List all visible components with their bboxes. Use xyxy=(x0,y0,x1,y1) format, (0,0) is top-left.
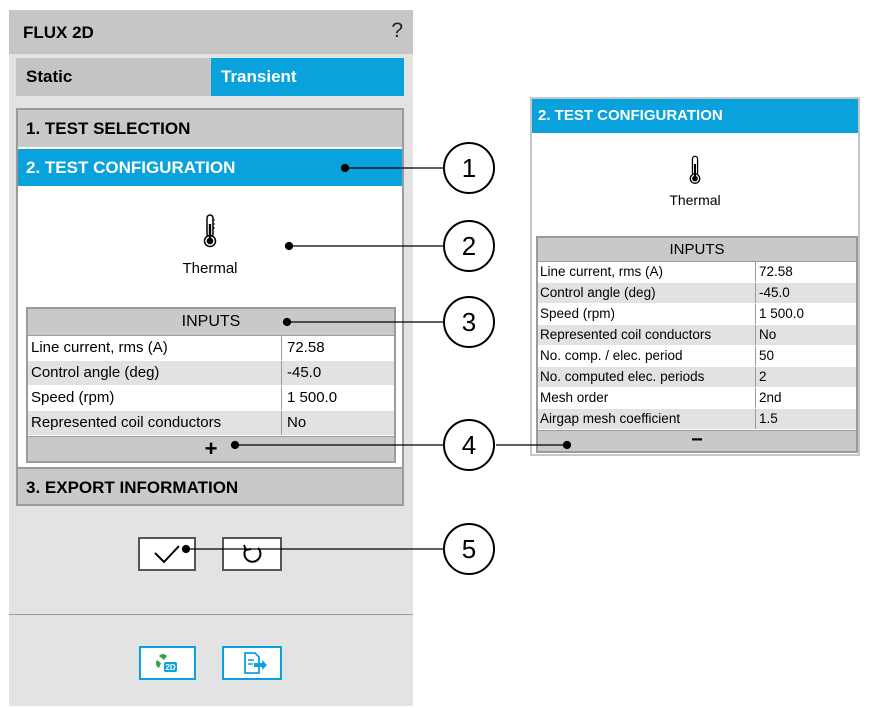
input-value[interactable]: 72.58 xyxy=(287,339,325,356)
input-value[interactable]: -45.0 xyxy=(759,285,790,300)
test-type-label: Thermal xyxy=(669,192,721,208)
input-value[interactable]: No xyxy=(759,327,777,342)
help-icon[interactable]: ? xyxy=(391,19,403,42)
input-label: Represented coil conductors xyxy=(28,411,282,435)
input-value[interactable]: 2nd xyxy=(759,390,782,405)
step-test-selection[interactable]: 1. TEST SELECTION xyxy=(18,110,402,147)
step-test-configuration[interactable]: 2. TEST CONFIGURATION xyxy=(18,149,402,186)
panel-title: FLUX 2D xyxy=(23,23,94,42)
callout-dot-4b xyxy=(564,442,571,449)
callout-4: 4 xyxy=(443,419,495,471)
callout-2: 2 xyxy=(443,220,495,272)
callout-5: 5 xyxy=(443,523,495,575)
input-label: Control angle (deg) xyxy=(28,361,282,385)
input-label: Speed (rpm) xyxy=(28,386,282,410)
tab-transient[interactable]: Transient xyxy=(211,58,404,96)
input-value[interactable]: -45.0 xyxy=(287,364,322,381)
input-label: Represented coil conductors xyxy=(538,325,756,345)
input-label: No. computed elec. periods xyxy=(538,367,756,387)
input-value[interactable]: 2 xyxy=(759,369,767,384)
input-value[interactable]: 72.58 xyxy=(759,264,793,279)
callout-1: 1 xyxy=(443,142,495,194)
tab-static[interactable]: Static xyxy=(16,58,211,96)
input-value[interactable]: 1 500.0 xyxy=(287,389,338,406)
input-label: Speed (rpm) xyxy=(538,304,756,324)
input-label: No. comp. / elec. period xyxy=(538,346,756,366)
callout-dot-1 xyxy=(342,165,349,172)
callout-3: 3 xyxy=(443,296,495,348)
callout-dot-5 xyxy=(183,546,190,553)
input-value[interactable]: 1.5 xyxy=(759,411,778,426)
input-value[interactable]: 1 500.0 xyxy=(759,306,805,321)
expanded-step-header[interactable]: 2. TEST CONFIGURATION xyxy=(532,99,858,133)
test-type-label: Thermal xyxy=(182,260,238,277)
input-label: Control angle (deg) xyxy=(538,283,756,303)
collapse-inputs-button[interactable]: − xyxy=(538,430,856,451)
input-value[interactable]: No xyxy=(287,414,307,431)
callout-dot-4a xyxy=(232,442,239,449)
input-label: Line current, rms (A) xyxy=(538,262,756,282)
inputs-header: INPUTS xyxy=(538,238,856,262)
input-label: Mesh order xyxy=(538,388,756,408)
input-label: Airgap mesh coefficient xyxy=(538,409,756,429)
input-value[interactable]: 50 xyxy=(759,348,775,363)
inputs-header: INPUTS xyxy=(28,309,394,336)
step-export-information[interactable]: 3. EXPORT INFORMATION xyxy=(18,467,402,504)
expand-inputs-button[interactable]: + xyxy=(28,436,394,461)
callout-dot-2 xyxy=(286,243,293,250)
callout-dot-3 xyxy=(284,319,291,326)
flux-2d-icon-text: 2D xyxy=(165,663,176,672)
input-label: Line current, rms (A) xyxy=(28,336,282,360)
